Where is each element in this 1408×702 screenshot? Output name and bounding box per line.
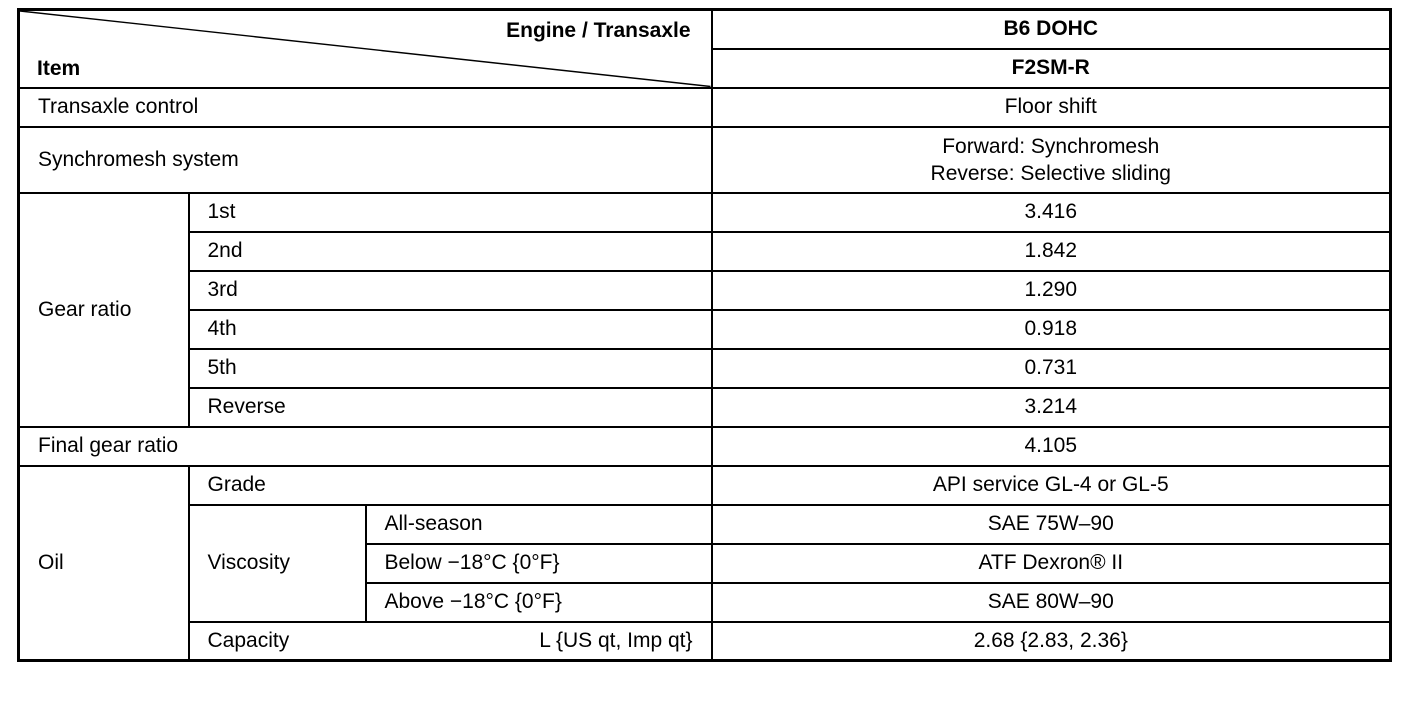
final-gear-ratio-label: Final gear ratio [19,427,712,466]
oil-grade-label: Grade [189,466,712,505]
oil-capacity-unit: L {US qt, Imp qt} [539,628,693,652]
gear-value-3rd: 1.290 [712,271,1391,310]
synchromesh-reverse: Reverse: Selective sliding [930,161,1171,185]
transaxle-control-value: Floor shift [712,88,1391,127]
oil-grade-value: API service GL-4 or GL-5 [712,466,1391,505]
viscosity-value-below: ATF Dexron® II [712,544,1391,583]
viscosity-condition-all-season: All-season [366,505,712,544]
oil-viscosity-label: Viscosity [189,505,366,622]
oil-capacity-cell [189,622,712,661]
gear-value-reverse: 3.214 [712,388,1391,427]
synchromesh-forward: Forward: Synchromesh [942,134,1160,158]
viscosity-value-above: SAE 80W–90 [712,583,1391,622]
gear-value-2nd: 1.842 [712,232,1391,271]
gear-label-reverse: Reverse [189,388,712,427]
viscosity-value-all-season: SAE 75W–90 [712,505,1391,544]
header-transaxle: F2SM-R [712,49,1391,88]
synchromesh-label: Synchromesh system [19,127,712,193]
gear-ratio-label: Gear ratio [19,193,189,427]
gear-label-1st: 1st [189,193,712,232]
gear-label-5th: 5th [189,349,712,388]
header-item-label: Item [37,56,81,80]
transaxle-control-label: Transaxle control [19,88,712,127]
gear-label-2nd: 2nd [189,232,712,271]
header-corner-cell [19,10,712,88]
gear-value-5th: 0.731 [712,349,1391,388]
oil-label: Oil [19,466,189,661]
header-engine-transaxle-label: Engine / Transaxle [506,19,691,42]
specification-table [17,8,1392,662]
synchromesh-value [712,127,1391,193]
gear-value-1st: 3.416 [712,193,1391,232]
gear-label-4th: 4th [189,310,712,349]
header-engine: B6 DOHC [712,10,1391,49]
viscosity-condition-below: Below −18°C {0°F} [366,544,712,583]
oil-capacity-label: Capacity [207,628,290,652]
gear-label-3rd: 3rd [189,271,712,310]
viscosity-condition-above: Above −18°C {0°F} [366,583,712,622]
oil-capacity-value: 2.68 {2.83, 2.36} [712,622,1391,661]
gear-value-4th: 0.918 [712,310,1391,349]
final-gear-ratio-value: 4.105 [712,427,1391,466]
